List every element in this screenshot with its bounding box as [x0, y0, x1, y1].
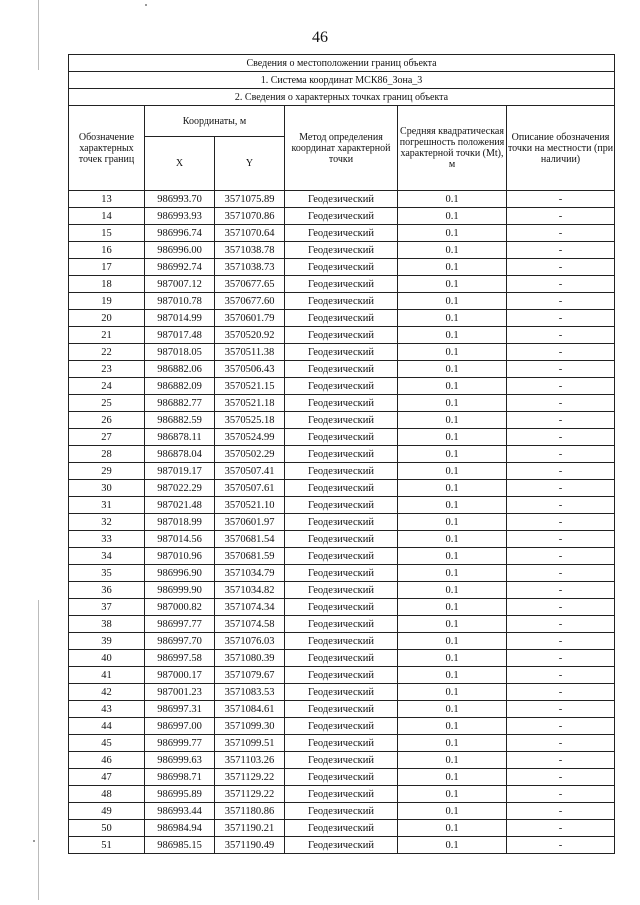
point-id-cell: 24 [69, 378, 145, 395]
description-cell: - [507, 378, 615, 395]
x-cell: 986999.63 [145, 752, 215, 769]
point-id-cell: 21 [69, 327, 145, 344]
error-cell: 0.1 [398, 650, 507, 667]
subsection-title: 2. Сведения о характерных точках границ объекта [69, 89, 615, 106]
description-cell: - [507, 242, 615, 259]
x-cell: 986996.90 [145, 565, 215, 582]
y-cell: 3571075.89 [215, 191, 285, 208]
error-cell: 0.1 [398, 667, 507, 684]
table-row [69, 225, 615, 242]
table-row [69, 293, 615, 310]
y-cell: 3571099.30 [215, 718, 285, 735]
header-coordinates: Координаты, м [145, 106, 285, 137]
error-cell: 0.1 [398, 327, 507, 344]
point-id-cell: 35 [69, 565, 145, 582]
description-cell: - [507, 344, 615, 361]
point-id-cell: 41 [69, 667, 145, 684]
header-x: X [145, 137, 215, 191]
point-id-cell: 38 [69, 616, 145, 633]
table-row [69, 667, 615, 684]
x-cell: 987000.82 [145, 599, 215, 616]
error-cell: 0.1 [398, 599, 507, 616]
point-id-cell: 42 [69, 684, 145, 701]
y-cell: 3571034.82 [215, 582, 285, 599]
method-cell: Геодезический [285, 208, 398, 225]
point-id-cell: 34 [69, 548, 145, 565]
description-cell: - [507, 531, 615, 548]
description-cell: - [507, 684, 615, 701]
x-cell: 986999.77 [145, 735, 215, 752]
y-cell: 3571074.34 [215, 599, 285, 616]
description-cell: - [507, 361, 615, 378]
x-cell: 986993.44 [145, 803, 215, 820]
x-cell: 986997.77 [145, 616, 215, 633]
method-cell: Геодезический [285, 225, 398, 242]
point-id-cell: 40 [69, 650, 145, 667]
method-cell: Геодезический [285, 752, 398, 769]
x-cell: 986996.00 [145, 242, 215, 259]
x-cell: 986984.94 [145, 820, 215, 837]
method-cell: Геодезический [285, 412, 398, 429]
method-cell: Геодезический [285, 735, 398, 752]
method-cell: Геодезический [285, 429, 398, 446]
y-cell: 3571190.21 [215, 820, 285, 837]
x-cell: 986878.04 [145, 446, 215, 463]
table-row [69, 684, 615, 701]
x-cell: 986992.74 [145, 259, 215, 276]
x-cell: 986882.06 [145, 361, 215, 378]
x-cell: 986985.15 [145, 837, 215, 854]
error-cell: 0.1 [398, 769, 507, 786]
point-id-cell: 47 [69, 769, 145, 786]
y-cell: 3571079.67 [215, 667, 285, 684]
point-id-cell: 28 [69, 446, 145, 463]
y-cell: 3570677.60 [215, 293, 285, 310]
x-cell: 987014.56 [145, 531, 215, 548]
method-cell: Геодезический [285, 310, 398, 327]
method-cell: Геодезический [285, 667, 398, 684]
x-cell: 986993.70 [145, 191, 215, 208]
x-cell: 986997.31 [145, 701, 215, 718]
error-cell: 0.1 [398, 480, 507, 497]
table-row [69, 191, 615, 208]
x-cell: 987017.48 [145, 327, 215, 344]
y-cell: 3570506.43 [215, 361, 285, 378]
y-cell: 3571070.86 [215, 208, 285, 225]
method-cell: Геодезический [285, 548, 398, 565]
y-cell: 3571074.58 [215, 616, 285, 633]
description-cell: - [507, 208, 615, 225]
error-cell: 0.1 [398, 684, 507, 701]
method-cell: Геодезический [285, 701, 398, 718]
error-cell: 0.1 [398, 752, 507, 769]
y-cell: 3571190.49 [215, 837, 285, 854]
point-id-cell: 26 [69, 412, 145, 429]
x-cell: 986882.77 [145, 395, 215, 412]
description-cell: - [507, 786, 615, 803]
description-cell: - [507, 395, 615, 412]
description-cell: - [507, 463, 615, 480]
y-cell: 3570525.18 [215, 412, 285, 429]
description-cell: - [507, 718, 615, 735]
table-row [69, 395, 615, 412]
description-cell: - [507, 616, 615, 633]
table-row [69, 752, 615, 769]
y-cell: 3571076.03 [215, 633, 285, 650]
y-cell: 3570507.61 [215, 480, 285, 497]
description-cell: - [507, 769, 615, 786]
point-id-cell: 13 [69, 191, 145, 208]
description-cell: - [507, 633, 615, 650]
error-cell: 0.1 [398, 701, 507, 718]
table-row [69, 701, 615, 718]
description-cell: - [507, 701, 615, 718]
description-cell: - [507, 735, 615, 752]
table-row [69, 446, 615, 463]
error-cell: 0.1 [398, 548, 507, 565]
description-cell: - [507, 327, 615, 344]
method-cell: Геодезический [285, 803, 398, 820]
error-cell: 0.1 [398, 803, 507, 820]
scan-margin-line [38, 0, 39, 70]
method-cell: Геодезический [285, 514, 398, 531]
description-cell: - [507, 259, 615, 276]
section-title: Сведения о местоположении границ объекта [69, 55, 615, 72]
error-cell: 0.1 [398, 344, 507, 361]
x-cell: 987018.99 [145, 514, 215, 531]
method-cell: Геодезический [285, 378, 398, 395]
x-cell: 987007.12 [145, 276, 215, 293]
error-cell: 0.1 [398, 837, 507, 854]
x-cell: 986999.90 [145, 582, 215, 599]
table-row [69, 786, 615, 803]
table-row [69, 548, 615, 565]
table-row [69, 820, 615, 837]
scan-artifact [33, 840, 35, 842]
error-cell: 0.1 [398, 429, 507, 446]
error-cell: 0.1 [398, 259, 507, 276]
error-cell: 0.1 [398, 293, 507, 310]
table-row [69, 412, 615, 429]
y-cell: 3570521.18 [215, 395, 285, 412]
y-cell: 3571083.53 [215, 684, 285, 701]
point-id-cell: 33 [69, 531, 145, 548]
x-cell: 987010.96 [145, 548, 215, 565]
x-cell: 986996.74 [145, 225, 215, 242]
method-cell: Геодезический [285, 837, 398, 854]
description-cell: - [507, 820, 615, 837]
method-cell: Геодезический [285, 497, 398, 514]
error-cell: 0.1 [398, 565, 507, 582]
method-cell: Геодезический [285, 344, 398, 361]
point-id-cell: 44 [69, 718, 145, 735]
scan-margin-line [38, 600, 39, 900]
description-cell: - [507, 514, 615, 531]
error-cell: 0.1 [398, 735, 507, 752]
header-description: Описание обозначения точки на местности (при наличии) [507, 106, 615, 191]
error-cell: 0.1 [398, 463, 507, 480]
y-cell: 3571129.22 [215, 786, 285, 803]
error-cell: 0.1 [398, 446, 507, 463]
error-cell: 0.1 [398, 633, 507, 650]
error-cell: 0.1 [398, 310, 507, 327]
description-cell: - [507, 565, 615, 582]
method-cell: Геодезический [285, 259, 398, 276]
x-cell: 987022.29 [145, 480, 215, 497]
point-id-cell: 15 [69, 225, 145, 242]
point-id-cell: 37 [69, 599, 145, 616]
header-point-id: Обозначение характерных точек границ [69, 106, 145, 191]
point-id-cell: 18 [69, 276, 145, 293]
y-cell: 3570521.15 [215, 378, 285, 395]
description-cell: - [507, 191, 615, 208]
error-cell: 0.1 [398, 242, 507, 259]
point-id-cell: 49 [69, 803, 145, 820]
point-id-cell: 43 [69, 701, 145, 718]
error-cell: 0.1 [398, 361, 507, 378]
method-cell: Геодезический [285, 786, 398, 803]
header-y: Y [215, 137, 285, 191]
description-cell: - [507, 276, 615, 293]
table-row [69, 378, 615, 395]
method-cell: Геодезический [285, 650, 398, 667]
error-cell: 0.1 [398, 395, 507, 412]
y-cell: 3570511.38 [215, 344, 285, 361]
point-id-cell: 17 [69, 259, 145, 276]
y-cell: 3571070.64 [215, 225, 285, 242]
y-cell: 3571080.39 [215, 650, 285, 667]
table-row [69, 599, 615, 616]
method-cell: Геодезический [285, 531, 398, 548]
y-cell: 3570677.65 [215, 276, 285, 293]
method-cell: Геодезический [285, 582, 398, 599]
table-row [69, 208, 615, 225]
error-cell: 0.1 [398, 191, 507, 208]
y-cell: 3571099.51 [215, 735, 285, 752]
point-id-cell: 14 [69, 208, 145, 225]
table-row [69, 429, 615, 446]
point-id-cell: 32 [69, 514, 145, 531]
description-cell: - [507, 548, 615, 565]
y-cell: 3570524.99 [215, 429, 285, 446]
y-cell: 3571034.79 [215, 565, 285, 582]
point-id-cell: 16 [69, 242, 145, 259]
y-cell: 3570601.79 [215, 310, 285, 327]
method-cell: Геодезический [285, 616, 398, 633]
x-cell: 987000.17 [145, 667, 215, 684]
description-cell: - [507, 480, 615, 497]
x-cell: 986997.00 [145, 718, 215, 735]
header-error: Средняя квадратическая погрешность положения характерной точки (Mt), м [398, 106, 507, 191]
table-row [69, 242, 615, 259]
point-id-cell: 29 [69, 463, 145, 480]
table-row [69, 650, 615, 667]
page-number: 46 [312, 29, 328, 46]
table-row [69, 565, 615, 582]
table-row [69, 497, 615, 514]
x-cell: 987018.05 [145, 344, 215, 361]
method-cell: Геодезический [285, 191, 398, 208]
x-cell: 986878.11 [145, 429, 215, 446]
description-cell: - [507, 446, 615, 463]
description-cell: - [507, 650, 615, 667]
y-cell: 3571180.86 [215, 803, 285, 820]
y-cell: 3570520.92 [215, 327, 285, 344]
x-cell: 986997.58 [145, 650, 215, 667]
table-row [69, 531, 615, 548]
method-cell: Геодезический [285, 565, 398, 582]
point-id-cell: 31 [69, 497, 145, 514]
point-id-cell: 45 [69, 735, 145, 752]
description-cell: - [507, 667, 615, 684]
x-cell: 987019.17 [145, 463, 215, 480]
table-row [69, 769, 615, 786]
table-row [69, 837, 615, 854]
y-cell: 3571084.61 [215, 701, 285, 718]
description-cell: - [507, 752, 615, 769]
y-cell: 3570601.97 [215, 514, 285, 531]
error-cell: 0.1 [398, 514, 507, 531]
point-id-cell: 20 [69, 310, 145, 327]
point-id-cell: 27 [69, 429, 145, 446]
error-cell: 0.1 [398, 582, 507, 599]
error-cell: 0.1 [398, 497, 507, 514]
table-row [69, 718, 615, 735]
method-cell: Геодезический [285, 718, 398, 735]
scan-artifact [145, 4, 147, 6]
error-cell: 0.1 [398, 225, 507, 242]
method-cell: Геодезический [285, 293, 398, 310]
y-cell: 3570521.10 [215, 497, 285, 514]
x-cell: 987014.99 [145, 310, 215, 327]
error-cell: 0.1 [398, 718, 507, 735]
method-cell: Геодезический [285, 820, 398, 837]
x-cell: 986998.71 [145, 769, 215, 786]
point-id-cell: 36 [69, 582, 145, 599]
point-id-cell: 25 [69, 395, 145, 412]
error-cell: 0.1 [398, 820, 507, 837]
table-row [69, 803, 615, 820]
point-id-cell: 48 [69, 786, 145, 803]
method-cell: Геодезический [285, 242, 398, 259]
point-id-cell: 23 [69, 361, 145, 378]
y-cell: 3570502.29 [215, 446, 285, 463]
method-cell: Геодезический [285, 395, 398, 412]
table-row [69, 582, 615, 599]
table-row [69, 480, 615, 497]
x-cell: 986997.70 [145, 633, 215, 650]
description-cell: - [507, 412, 615, 429]
header-method: Метод определения координат характерной точки [285, 106, 398, 191]
table-row [69, 633, 615, 650]
method-cell: Геодезический [285, 327, 398, 344]
y-cell: 3571038.78 [215, 242, 285, 259]
point-id-cell: 22 [69, 344, 145, 361]
method-cell: Геодезический [285, 769, 398, 786]
y-cell: 3571038.73 [215, 259, 285, 276]
description-cell: - [507, 293, 615, 310]
method-cell: Геодезический [285, 599, 398, 616]
error-cell: 0.1 [398, 208, 507, 225]
table-row [69, 259, 615, 276]
table-row [69, 276, 615, 293]
point-id-cell: 30 [69, 480, 145, 497]
point-id-cell: 46 [69, 752, 145, 769]
method-cell: Геодезический [285, 633, 398, 650]
point-id-cell: 51 [69, 837, 145, 854]
table-row [69, 310, 615, 327]
method-cell: Геодезический [285, 684, 398, 701]
x-cell: 987001.23 [145, 684, 215, 701]
table-row [69, 735, 615, 752]
description-cell: - [507, 429, 615, 446]
error-cell: 0.1 [398, 616, 507, 633]
coordinate-system: 1. Система координат МСК86_Зона_3 [69, 72, 615, 89]
description-cell: - [507, 582, 615, 599]
method-cell: Геодезический [285, 276, 398, 293]
table-row [69, 344, 615, 361]
y-cell: 3571129.22 [215, 769, 285, 786]
table-row [69, 616, 615, 633]
y-cell: 3570681.54 [215, 531, 285, 548]
method-cell: Геодезический [285, 480, 398, 497]
description-cell: - [507, 310, 615, 327]
description-cell: - [507, 497, 615, 514]
y-cell: 3570681.59 [215, 548, 285, 565]
description-cell: - [507, 225, 615, 242]
method-cell: Геодезический [285, 463, 398, 480]
description-cell: - [507, 803, 615, 820]
error-cell: 0.1 [398, 412, 507, 429]
x-cell: 987010.78 [145, 293, 215, 310]
error-cell: 0.1 [398, 378, 507, 395]
error-cell: 0.1 [398, 531, 507, 548]
table-row [69, 361, 615, 378]
y-cell: 3571103.26 [215, 752, 285, 769]
table-row [69, 514, 615, 531]
x-cell: 986882.59 [145, 412, 215, 429]
x-cell: 986995.89 [145, 786, 215, 803]
point-id-cell: 19 [69, 293, 145, 310]
error-cell: 0.1 [398, 786, 507, 803]
x-cell: 986882.09 [145, 378, 215, 395]
boundary-points-table [68, 54, 615, 854]
x-cell: 987021.48 [145, 497, 215, 514]
method-cell: Геодезический [285, 361, 398, 378]
x-cell: 986993.93 [145, 208, 215, 225]
method-cell: Геодезический [285, 446, 398, 463]
description-cell: - [507, 599, 615, 616]
point-id-cell: 39 [69, 633, 145, 650]
error-cell: 0.1 [398, 276, 507, 293]
y-cell: 3570507.41 [215, 463, 285, 480]
description-cell: - [507, 837, 615, 854]
table-row [69, 463, 615, 480]
point-id-cell: 50 [69, 820, 145, 837]
table-row [69, 327, 615, 344]
